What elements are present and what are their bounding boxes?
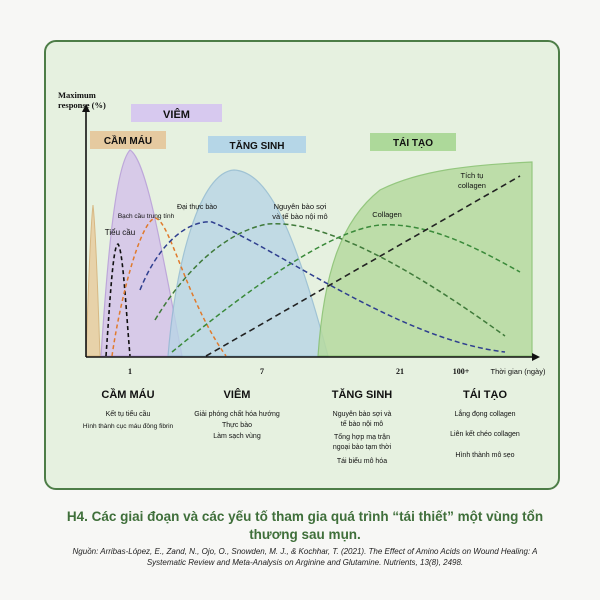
y-label-line2: response (%) <box>58 100 106 110</box>
tang-sinh-area <box>168 170 328 356</box>
detail-cam-mau-1: Kết tụ tiểu cầu <box>105 411 151 418</box>
viem-area <box>101 150 182 356</box>
detail-tang-sinh-1: Nguyên bào sợi và <box>332 411 392 418</box>
figure-caption-line1: H4. Các giai đoạn và các yếu tố tham gia quá trình “tái thiết” một vùng tổn <box>66 509 544 524</box>
dai-thuc-bao-label: Đại thực bào <box>176 204 218 211</box>
detail-viem-3: Làm sạch vùng <box>213 433 261 440</box>
x-tick-100: 100+ <box>452 367 470 376</box>
cam-mau-area <box>86 205 100 356</box>
nguyen-bao-label-1: Nguyên bào sợi <box>273 202 327 211</box>
detail-tang-sinh-3: Tổng hợp mạ trận <box>334 434 390 441</box>
bottom-title-viem: VIÊM <box>223 389 251 401</box>
cam-mau-band-label: CẦM MÁU <box>103 136 153 147</box>
x-axis-arrow <box>532 353 540 361</box>
tai-tao-band-label: TÁI TẠO <box>393 138 433 149</box>
detail-tai-tao-1: Lắng đọng collagen <box>454 411 516 418</box>
tieu-cau-label: Tiểu cầu <box>104 228 136 237</box>
detail-tang-sinh-5: Tái biểu mô hóa <box>336 458 388 465</box>
bottom-title-tai-tao: TÁI TẠO <box>463 389 507 401</box>
detail-viem-2: Thực bào <box>222 422 252 429</box>
tang-sinh-band-label: TĂNG SINH <box>229 141 285 152</box>
detail-viem-1: Giải phóng chất hóa hướng <box>194 411 280 418</box>
source-line1: Nguồn: Arribas-López, E., Zand, N., Ojo, O., Snowden, M. J., & Kochhar, T. (2021). The Effect of Amino Acids on Wound Healing: A <box>72 547 538 556</box>
figure-caption-line2: thương sau mụn. <box>249 527 361 542</box>
bottom-title-tang-sinh: TĂNG SINH <box>331 389 393 401</box>
detail-tang-sinh-2: tế bào nội mô <box>340 421 384 428</box>
nguyen-bao-label-2: và tế bào nội mô <box>272 212 328 221</box>
detail-tai-tao-3: Hình thành mô sẹo <box>455 452 515 459</box>
tich-tu-label-2: collagen <box>458 181 486 190</box>
x-tick-21: 21 <box>396 367 404 376</box>
collagen-label: Collagen <box>372 210 402 219</box>
tai-tao-area <box>318 162 532 356</box>
tich-tu-label-1: Tích tụ <box>460 171 484 180</box>
viem-band-label: VIÊM <box>163 109 190 121</box>
detail-cam-mau-2: Hình thành cục máu đông fibrin <box>82 423 174 430</box>
y-label-line1: Maximum <box>58 90 96 100</box>
bach-cau-label: Bạch cầu trung tính <box>117 213 175 220</box>
bottom-title-cam-mau: CẦM MÁU <box>101 389 155 401</box>
x-tick-1: 1 <box>128 367 132 376</box>
detail-tai-tao-2: Liên kết chéo collagen <box>450 431 520 438</box>
source-line2: Systematic Review and Meta-Analysis on Arginine and Glutamine. Nutrients, 13(8), 2498. <box>146 558 464 567</box>
x-tick-7: 7 <box>260 367 264 376</box>
x-axis-label: Thời gian (ngày) <box>490 367 546 376</box>
detail-tang-sinh-4: ngoại bào tạm thời <box>332 444 392 451</box>
